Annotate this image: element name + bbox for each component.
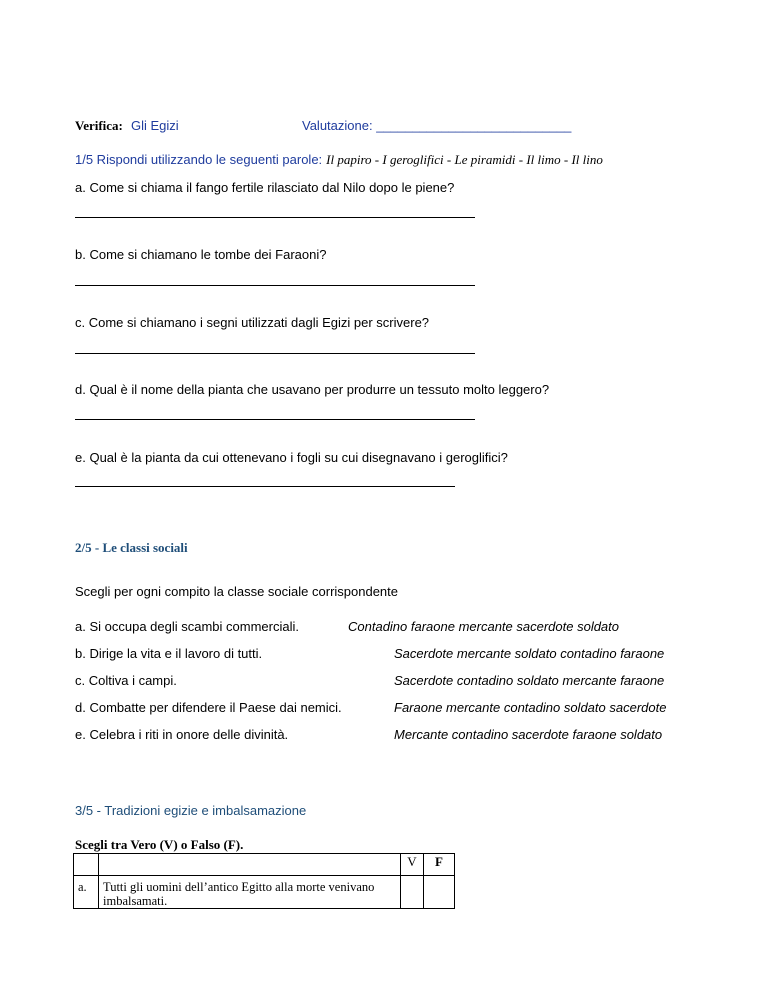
task-b: b. Dirige la vita e il lavoro di tutti. [75,646,263,661]
checkbox-v[interactable] [401,876,424,909]
answer-line-d[interactable] [75,419,475,420]
checkbox-f[interactable] [424,876,455,909]
section2-instruction: Scegli per ogni compito la classe sociale corrispondente [75,584,399,599]
options-c[interactable]: Sacerdote contadino soldato mercante faraone [394,673,665,688]
row-statement: Tutti gli uomini dell’antico Egitto alla morte venivano imbalsamati. [99,876,401,909]
table-header-empty [74,854,99,876]
options-d[interactable]: Faraone mercante contadino soldato sacerdote [394,700,667,715]
answer-line-b[interactable] [75,285,475,286]
question-a: a. Come si chiama il fango fertile rilasciato dal Nilo dopo le piene? [75,180,455,195]
question-b: b. Come si chiamano le tombe dei Faraoni? [75,247,327,262]
question-e: e. Qual è la pianta da cui ottenevano i fogli su cui disegnavano i geroglifici? [75,450,508,465]
table-row [74,876,455,909]
table-header-statement [99,854,401,876]
task-a: a. Si occupa degli scambi commerciali. [75,619,299,634]
column-f-header: F [424,854,455,876]
options-a[interactable]: Contadino faraone mercante sacerdote soldato [348,619,620,634]
question-c: c. Come si chiamano i segni utilizzati dagli Egizi per scrivere? [75,315,430,330]
answer-line-e[interactable] [75,486,455,487]
task-d: d. Combatte per difendere il Paese dai nemici. [75,700,342,715]
answer-line-c[interactable] [75,353,475,354]
verifica-label: Verifica: [75,118,123,133]
section1-instruction [75,151,603,169]
question-d: d. Qual è il nome della pianta che usavano per produrre un tessuto molto leggero? [75,382,550,397]
valutazione-label: Valutazione: ___________________________ [302,118,572,133]
true-false-table [73,853,455,909]
task-c: c. Coltiva i campi. [75,673,177,688]
row-letter: a. [74,876,99,909]
section3-instruction: Scegli tra Vero (V) o Falso (F). [75,837,244,852]
column-v-header: V [401,854,424,876]
verifica-title: Gli Egizi [131,118,179,133]
answer-line-a[interactable] [75,217,475,218]
task-e: e. Celebra i riti in onore delle divinità. [75,727,289,742]
table-header-row [74,854,455,876]
options-b[interactable]: Sacerdote mercante soldato contadino faraone [394,646,665,661]
section1-instruction-prefix: 1/5 Rispondi utilizzando le seguenti parole: [75,152,323,167]
section1-word-list: Il papiro - I geroglifici - Le piramidi - Il limo - Il lino [326,152,603,167]
section2-title: 2/5 - Le classi sociali [75,540,188,555]
options-e[interactable]: Mercante contadino sacerdote faraone soldato [394,727,663,742]
section3-title: 3/5 - Tradizioni egizie e imbalsamazione [75,803,307,818]
